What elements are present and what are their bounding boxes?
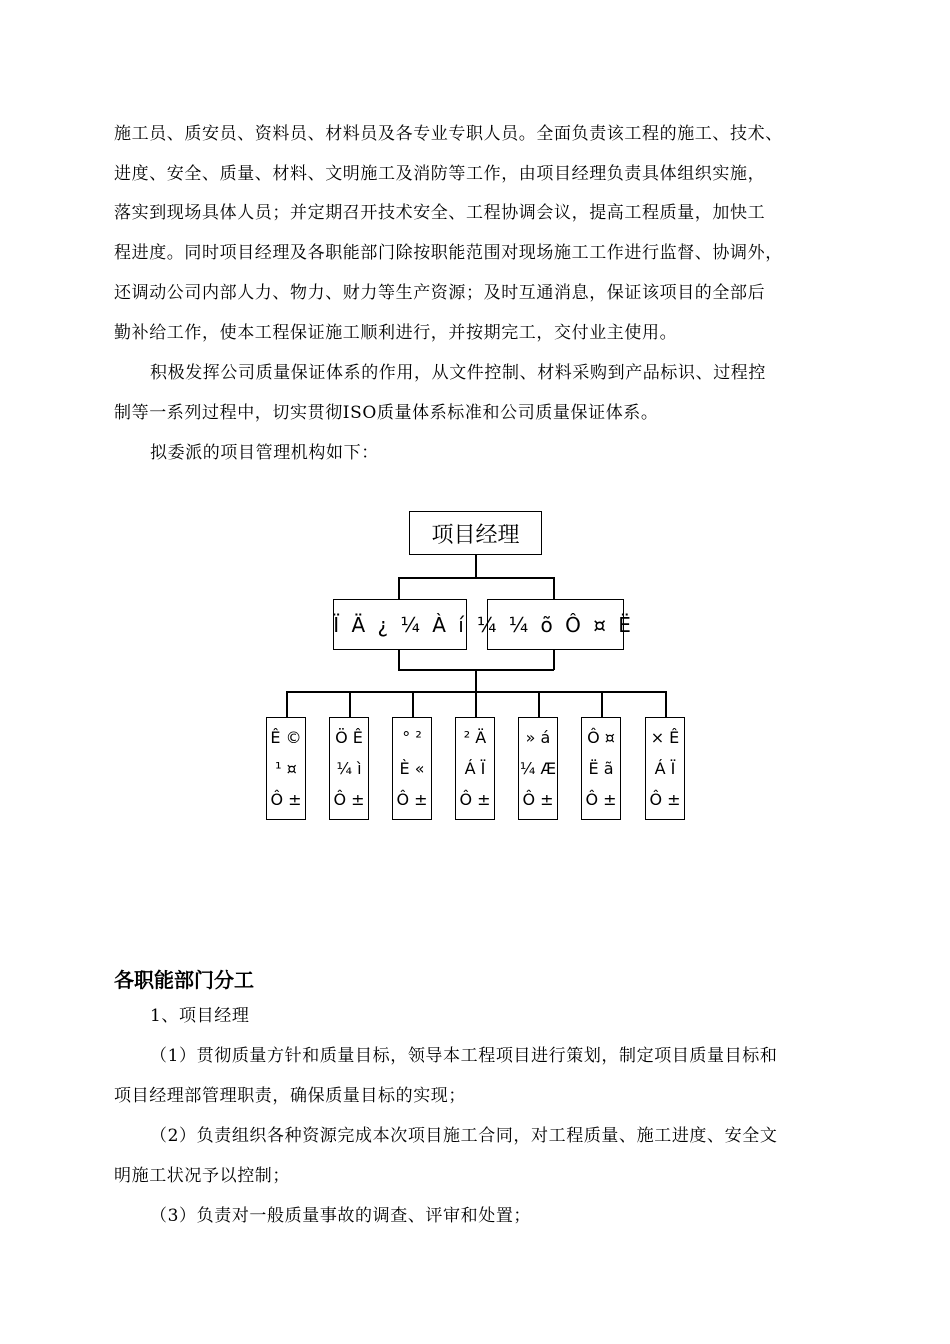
paragraph-line: 积极发挥公司质量保证体系的作用，从文件控制、材料采购到产品标识、过程控 bbox=[150, 363, 766, 383]
dept-text: Ô ± bbox=[649, 789, 681, 809]
paragraph-line: 程进度。同时项目经理及各职能部门除按职能范围对现场施工工作进行监督、协调外， bbox=[114, 243, 783, 263]
connector bbox=[412, 691, 414, 717]
connector bbox=[398, 577, 554, 579]
section-line: （2）负责组织各种资源完成本次项目施工合同，对工程质量、施工进度、安全文 bbox=[150, 1126, 778, 1146]
dept-text: » á bbox=[525, 727, 551, 747]
section-item: 1、项目经理 bbox=[150, 1006, 250, 1026]
connector bbox=[475, 669, 477, 691]
paragraph-line: 落实到现场具体人员；并定期召开技术安全、工程协调会议，提高工程质量，加快工 bbox=[114, 203, 766, 223]
dept-text: × Ê bbox=[650, 727, 680, 747]
section-line: （1）贯彻质量方针和质量目标，领导本工程项目进行策划，制定项目质量目标和 bbox=[150, 1046, 778, 1066]
dept-text: Á Ï bbox=[654, 758, 676, 778]
dept-text: ¹ ¤ bbox=[275, 758, 297, 778]
connector bbox=[601, 691, 603, 717]
paragraph-line: 勤补给工作，使本工程保证施工顺利进行，并按期完工，交付业主使用。 bbox=[114, 323, 678, 343]
org-dept-box bbox=[581, 717, 621, 820]
section-line: 项目经理部管理职责，确保质量目标的实现； bbox=[114, 1086, 466, 1106]
dept-text: Á Ï bbox=[464, 758, 486, 778]
connector bbox=[553, 577, 555, 599]
dept-text: Ô ± bbox=[522, 789, 554, 809]
connector bbox=[475, 691, 477, 717]
dept-text: ¼ ì bbox=[336, 758, 362, 778]
dept-text: Ö Ê bbox=[335, 727, 363, 747]
connector bbox=[286, 691, 288, 717]
connector bbox=[398, 650, 400, 670]
dept-text: Ô ¤ bbox=[587, 727, 615, 747]
section-line: 明施工状况予以控制； bbox=[114, 1166, 290, 1186]
connector bbox=[665, 691, 667, 717]
dept-text: Ô ± bbox=[333, 789, 365, 809]
dept-text: Ô ± bbox=[270, 789, 302, 809]
dept-text: Ë ã bbox=[588, 758, 614, 778]
org-dept-box bbox=[455, 717, 495, 820]
dept-text: Ê © bbox=[270, 727, 302, 747]
connector bbox=[538, 691, 540, 717]
org-top-box: 项目经理 bbox=[409, 511, 542, 555]
dept-text: ° ² bbox=[402, 727, 422, 747]
org-dept-box bbox=[645, 717, 685, 820]
dept-text: ² Ä bbox=[463, 727, 487, 747]
dept-text: Ô ± bbox=[585, 789, 617, 809]
org-dept-box bbox=[329, 717, 369, 820]
connector bbox=[398, 577, 400, 599]
paragraph-line: 进度、安全、质量、材料、文明施工及消防等工作，由项目经理负责具体组织实施， bbox=[114, 164, 766, 184]
org-dept-box bbox=[266, 717, 306, 820]
org-dept-box bbox=[518, 717, 558, 820]
org-mid-box: ¼ ¼ õ Ô ¤ Ë bbox=[487, 599, 624, 650]
paragraph-line: 制等一系列过程中，切实贯彻ISO质量体系标准和公司质量保证体系。 bbox=[114, 403, 659, 423]
dept-text: ¼ Æ bbox=[519, 758, 557, 778]
dept-text: Ô ± bbox=[459, 789, 491, 809]
paragraph-line: 施工员、质安员、资料员、材料员及各专业专职人员。全面负责该工程的施工、技术、 bbox=[114, 124, 783, 144]
paragraph-line: 拟委派的项目管理机构如下： bbox=[150, 443, 379, 463]
section-line: （3）负责对一般质量事故的调查、评审和处置； bbox=[150, 1206, 532, 1226]
connector bbox=[475, 555, 477, 577]
connector bbox=[349, 691, 351, 717]
dept-text: Ô ± bbox=[396, 789, 428, 809]
section-heading: 各职能部门分工 bbox=[114, 968, 254, 992]
paragraph-line: 还调动公司内部人力、物力、财力等生产资源；及时互通消息，保证该项目的全部后 bbox=[114, 283, 766, 303]
org-mid-box: Ï Ä ¿ ¼ À í bbox=[333, 599, 467, 650]
org-dept-box bbox=[392, 717, 432, 820]
dept-text: È « bbox=[399, 758, 425, 778]
connector bbox=[553, 650, 555, 670]
